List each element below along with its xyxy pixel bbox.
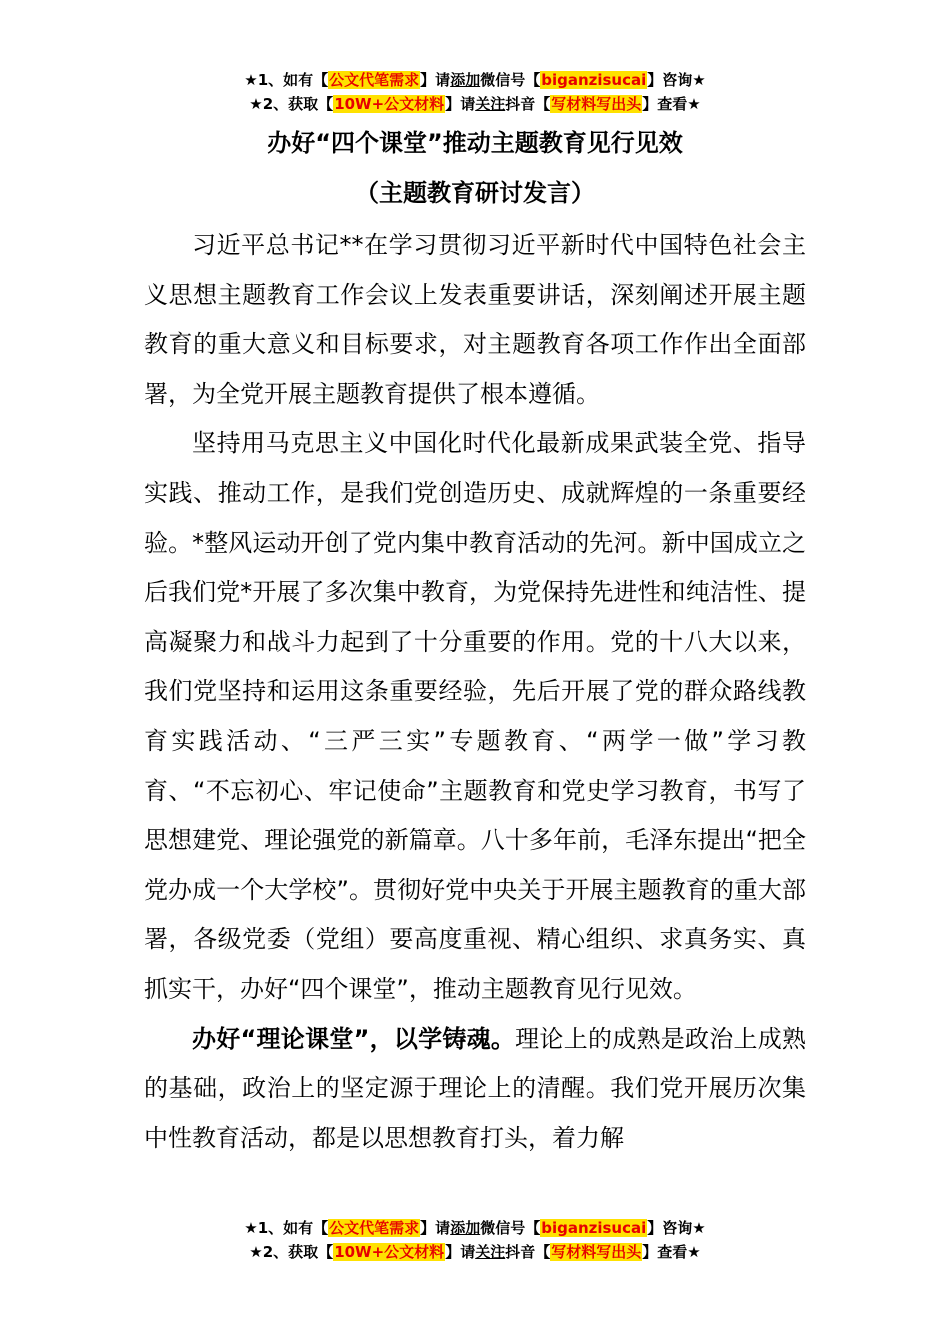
paragraph: 坚持用马克思主义中国化时代化最新成果武装全党、指导实践、推动工作，是我们党创造历史、成就辉煌的一条重要经验。*整风运动开创了党内集中教育活动的先河。新中国成立之后我们党*开展了多次集中教育，为党保持先进性和纯洁性、提高凝聚力和战斗力起到了十分重要的作用。党的十八大以来，我们党坚持和运用这条重要经验，先后开展了党的群众路线教育实践活动、“三严三实”专题教育、“两学一做”学习教育、“不忘初心、牢记使命”主题教育和党史学习教育，书写了思想建党、理论强党的新篇章。八十多年前，毛泽东提出“把全党办成一个大学校”。贯彻好党中央关于开展主题教育的重大部署，各级党委（党组）要高度重视、精心组织、求真务实、真抓实干，办好“四个课堂”，推动主题教育见行见效。 <box>144 429 806 1003</box>
promo-text: 】咨询★ <box>647 1219 706 1237</box>
promo-highlight: biganzisucai <box>541 71 647 89</box>
document-subtitle: （主题教育研讨发言） <box>355 179 595 207</box>
promo-text: 】请 <box>420 1219 451 1237</box>
promo-highlight: 公文代笔需求 <box>329 71 420 89</box>
section-paragraph <box>144 1015 806 1164</box>
promo-text: ★1、如有【 <box>244 71 329 89</box>
promo-text: ★2、获取【 <box>249 95 334 113</box>
promo-line-2 <box>0 92 950 116</box>
promo-text: ★1、如有【 <box>244 1219 329 1237</box>
promo-text: 微信号【 <box>480 1219 541 1237</box>
promo-text: 】请 <box>445 95 476 113</box>
promo-highlight: 10W+公文材料 <box>334 1243 445 1261</box>
promo-text: 】请 <box>445 1243 476 1261</box>
promo-text: 抖音【 <box>505 1243 551 1261</box>
promo-text: 】查看★ <box>642 1243 701 1261</box>
promo-text: 微信号【 <box>480 71 541 89</box>
promo-text: 】查看★ <box>642 95 701 113</box>
document-body <box>144 221 806 1163</box>
promo-highlight: biganzisucai <box>541 1219 647 1237</box>
document-title: 办好“四个课堂”推动主题教育见行见效 <box>267 129 683 157</box>
promo-text: 】咨询★ <box>647 71 706 89</box>
promo-underlined: 添加 <box>450 71 481 89</box>
promo-highlight: 写材料写出头 <box>551 95 642 113</box>
promo-underlined: 关注 <box>475 95 506 113</box>
promo-highlight: 公文代笔需求 <box>329 1219 420 1237</box>
paragraph: 习近平总书记**在学习贯彻习近平新时代中国特色社会主义思想主题教育工作会议上发表重要讲话，深刻阐述开展主题教育的重大意义和目标要求，对主题教育各项工作作出全面部署，为全党开展主题教育提供了根本遵循。 <box>144 231 806 408</box>
promo-highlight: 10W+公文材料 <box>334 95 445 113</box>
promo-line-1 <box>0 68 950 92</box>
promo-text: ★2、获取【 <box>249 1243 334 1261</box>
section-text: 理论上的成熟是政治上成熟的基础，政治上的坚定源于理论上的清醒。我们党开展历次集中性教育活动，都是以思想教育打头，着力解 <box>144 1024 807 1152</box>
promo-banner-top <box>0 68 950 116</box>
promo-line-1 <box>0 1216 950 1240</box>
promo-underlined: 关注 <box>475 1243 506 1261</box>
promo-highlight: 写材料写出头 <box>551 1243 642 1261</box>
promo-line-2 <box>0 1240 950 1264</box>
promo-text: 】请 <box>420 71 451 89</box>
promo-underlined: 添加 <box>450 1219 481 1237</box>
section-lead: 办好“理论课堂”，以学铸魂。 <box>192 1024 516 1053</box>
promo-text: 抖音【 <box>505 95 551 113</box>
promo-banner-bottom <box>0 1216 950 1264</box>
